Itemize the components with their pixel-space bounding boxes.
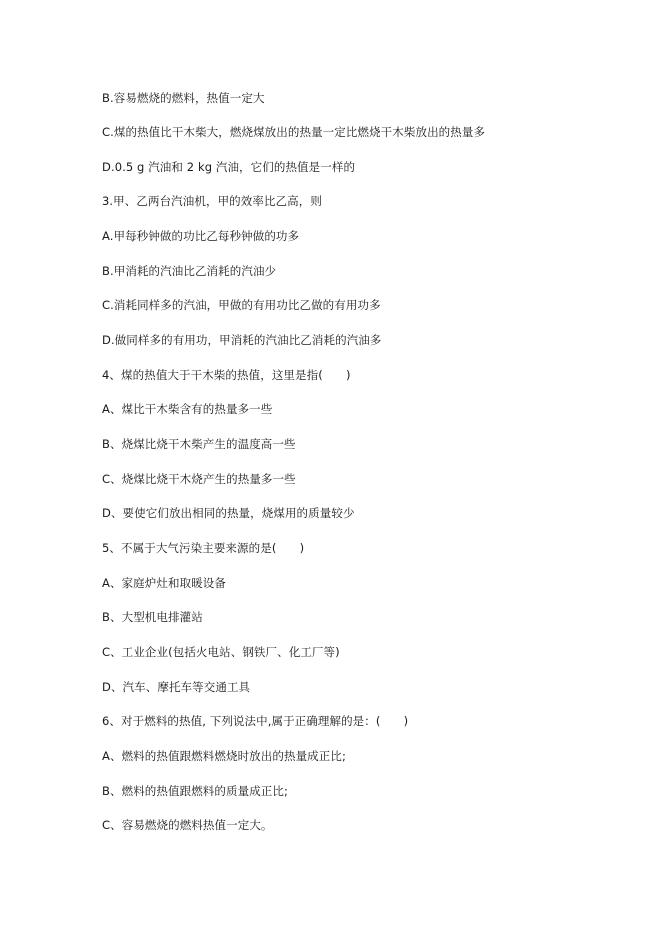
- option-a-q6: A、燃料的热值跟燃料燃烧时放出的热量成正比;: [102, 749, 346, 763]
- option-b-q6: B、燃料的热值跟燃料的质量成正比;: [102, 784, 288, 798]
- option-a-q5: A、家庭炉灶和取暖设备: [102, 576, 226, 590]
- option-d-q2: D.0.5 g 汽油和 2 kg 汽油，它们的热值是一样的: [102, 160, 356, 174]
- option-c-q4: C、烧煤比烧干木烧产生的热量多一些: [102, 472, 296, 486]
- option-a-q4: A、煤比干木柴含有的热量多一些: [102, 402, 273, 416]
- option-d-q5: D、汽车、摩托车等交通工具: [102, 680, 251, 694]
- option-b-q4: B、烧煤比烧干木柴产生的温度高一些: [102, 437, 296, 451]
- option-c-q3: C.消耗同样多的汽油，甲做的有用功比乙做的有用功多: [102, 298, 381, 312]
- option-c-q6: C、容易燃烧的燃料热值一定大。: [102, 818, 273, 832]
- option-b-q3: B.甲消耗的汽油比乙消耗的汽油少: [102, 264, 277, 278]
- option-c-q2: C.煤的热值比干木柴大，燃烧煤放出的热量一定比燃烧干木柴放出的热量多: [102, 125, 486, 139]
- option-b-q5: B、大型机电排灌站: [102, 610, 203, 624]
- option-c-q5: C、工业企业(包括火电站、钢铁厂、化工厂等): [102, 645, 340, 659]
- option-a-q3: A.甲每秒钟做的功比乙每秒钟做的功多: [102, 229, 300, 243]
- question-3: 3.甲、乙两台汽油机，甲的效率比乙高，则: [102, 194, 322, 208]
- option-d-q4: D、要使它们放出相同的热量，烧煤用的质量较少: [102, 506, 355, 520]
- question-5: 5、不属于大气污染主要来源的是( ): [102, 541, 305, 555]
- question-4: 4、煤的热值大于干木柴的热值，这里是指( ): [102, 368, 351, 382]
- question-6: 6、对于燃料的热值, 下列说法中,属于正确理解的是：( ): [102, 714, 409, 728]
- option-d-q3: D.做同样多的有用功，甲消耗的汽油比乙消耗的汽油多: [102, 333, 382, 347]
- option-b-q2: B.容易燃烧的燃料，热值一定大: [102, 91, 265, 105]
